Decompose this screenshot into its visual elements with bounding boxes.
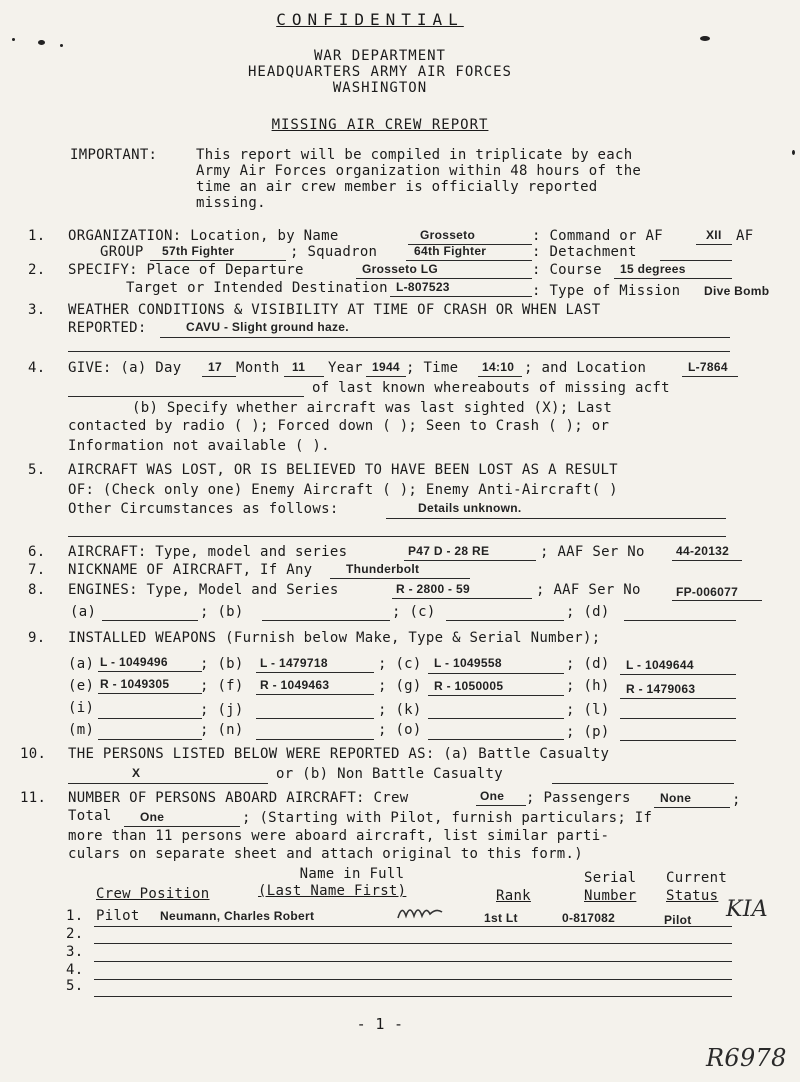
fill-line — [446, 620, 564, 621]
weapon-serial: R - 1049305 — [100, 677, 170, 691]
day-value: 17 — [208, 360, 222, 374]
squadron-label: ; Squadron — [290, 244, 378, 260]
location-value: L-7864 — [688, 360, 728, 374]
important-label: IMPORTANT: — [70, 147, 158, 163]
ink-speck — [700, 36, 710, 41]
fill-line — [476, 805, 526, 806]
item-number: 1. — [28, 228, 46, 244]
item-number: 7. — [28, 562, 46, 578]
course-value: 15 degrees — [620, 262, 686, 276]
fill-line — [68, 396, 304, 397]
column-header-name: (Last Name First) — [258, 883, 407, 899]
weapon-serial: R - 1050005 — [434, 679, 504, 693]
crew-name: Neumann, Charles Robert — [160, 909, 315, 923]
departure-value: Grosseto LG — [362, 262, 438, 276]
total-label: Total — [68, 808, 112, 824]
weapon-label: ; (c) — [378, 656, 422, 672]
engines-label: ENGINES: Type, Model and Series — [68, 582, 339, 598]
nickname-value: Thunderbolt — [346, 562, 420, 576]
mission-value: Dive Bomb — [704, 284, 770, 298]
city-line: WASHINGTON — [332, 80, 428, 96]
passengers-end: ; — [732, 792, 741, 808]
weapon-serial: L - 1049644 — [626, 658, 694, 672]
weapon-label: ; (d) — [566, 656, 610, 672]
fill-line — [620, 740, 736, 741]
item-number: 2. — [28, 262, 46, 278]
ink-speck — [12, 38, 15, 41]
crew-row-number: 3. — [66, 944, 84, 960]
fill-line — [124, 826, 240, 827]
time-label: ; Time — [406, 360, 459, 376]
department-line: WAR DEPARTMENT — [313, 48, 446, 64]
crew-count: One — [480, 789, 505, 803]
crew-status: Pilot — [664, 913, 692, 927]
weapon-label: ; (o) — [378, 722, 422, 738]
engines-value: R - 2800 - 59 — [396, 582, 470, 596]
weapon-serial: L - 1049558 — [434, 656, 502, 670]
fill-line — [366, 376, 406, 377]
whereabouts-label: of last known whereabouts of missing acft — [312, 380, 670, 396]
engine-sub-label: ; (d) — [566, 604, 610, 620]
classification-heading: CONFIDENTIAL — [276, 10, 464, 29]
weapon-label: ; (b) — [200, 656, 244, 672]
crew-position: Pilot — [96, 908, 140, 924]
weapon-label: ; (j) — [200, 702, 244, 718]
fill-line — [428, 739, 564, 740]
crew-row-number: 5. — [66, 978, 84, 994]
weapon-label: (m) — [68, 722, 95, 738]
fill-line — [256, 672, 374, 673]
starting-text: ; (Starting with Pilot, furnish particulars; If — [242, 810, 653, 826]
fill-line — [428, 673, 564, 674]
crew-row-number: 4. — [66, 962, 84, 978]
item-number: 11. — [20, 790, 47, 806]
weapon-label: ; (l) — [566, 702, 610, 718]
item-number: 6. — [28, 544, 46, 560]
mission-label: : Type of Mission — [532, 283, 681, 299]
weapon-serial: R - 1479063 — [626, 682, 696, 696]
year-value: 1944 — [372, 360, 400, 374]
weapon-label: ; (p) — [566, 724, 610, 740]
detachment-label: : Detachment — [532, 244, 637, 260]
ink-speck — [60, 44, 63, 47]
location-label: ; and Location — [524, 360, 647, 376]
fill-line — [68, 536, 726, 537]
fill-line — [202, 376, 236, 377]
crew-status-handwritten: KIA — [726, 897, 768, 922]
engine-sub-label: (a) — [70, 604, 97, 620]
battle-casualty-mark: X — [132, 766, 141, 780]
target-label: Target or Intended Destination — [126, 280, 388, 296]
weapon-label: (e) — [68, 678, 95, 694]
lost-details: Details unknown. — [418, 501, 522, 515]
weapons-label: INSTALLED WEAPONS (Furnish below Make, Type & Serial Number); — [68, 630, 601, 646]
weapon-label: ; (k) — [378, 702, 422, 718]
aaf-serial-value: 44-20132 — [676, 544, 730, 558]
engine-serial-value: FP-006077 — [676, 585, 739, 599]
weapon-label: (a) — [68, 656, 95, 672]
fill-line — [392, 598, 532, 599]
passengers-count: None — [660, 791, 692, 805]
target-value: L-807523 — [396, 280, 450, 294]
engine-sub-label: ; (c) — [392, 604, 436, 620]
aaf-serial-label: ; AAF Ser No — [540, 544, 645, 560]
fill-line — [552, 783, 734, 784]
weapon-serial: L - 1479718 — [260, 656, 328, 670]
signature-scribble — [396, 900, 444, 927]
weapon-serial: R - 1049463 — [260, 678, 330, 692]
fill-line — [68, 783, 268, 784]
column-header-serial: Serial — [584, 870, 637, 886]
fill-line — [682, 376, 738, 377]
fill-line — [654, 807, 730, 808]
form-title: MISSING AIR CREW REPORT — [271, 117, 489, 133]
fill-line — [428, 695, 564, 696]
fill-line — [68, 351, 730, 352]
item-number: 4. — [28, 360, 46, 376]
fill-line — [614, 278, 732, 279]
fill-line — [94, 996, 732, 997]
fill-line — [98, 671, 202, 672]
item-number: 8. — [28, 582, 46, 598]
fill-line — [262, 620, 390, 621]
casualty-label: THE PERSONS LISTED BELOW WERE REPORTED AS: (a) Battle Casualty — [68, 746, 610, 762]
total-count: One — [140, 810, 165, 824]
fill-line — [256, 739, 374, 740]
fill-line — [390, 296, 532, 297]
group-value: 57th Fighter — [162, 244, 235, 258]
fill-line — [94, 943, 732, 944]
fill-line — [428, 718, 564, 719]
headquarters-line: HEADQUARTERS ARMY AIR FORCES — [247, 64, 512, 80]
fill-line — [672, 600, 762, 601]
sighting-line: contacted by radio ( ); Forced down ( ); Seen to Crash ( ); or — [68, 418, 610, 434]
nickname-label: NICKNAME OF AIRCRAFT, If Any — [68, 562, 313, 578]
fill-line — [672, 560, 742, 561]
weapon-serial: L - 1049496 — [100, 655, 168, 669]
engine-sub-label: ; (b) — [200, 604, 244, 620]
important-text-line: time an air crew member is officially reported — [196, 179, 598, 195]
aircraft-value: P47 D - 28 RE — [408, 544, 490, 558]
departure-label: SPECIFY: Place of Departure — [68, 262, 304, 278]
give-label: GIVE: (a) Day — [68, 360, 182, 376]
command-label: : Command or AF — [532, 228, 663, 244]
fill-line — [102, 620, 198, 621]
squadron-value: 64th Fighter — [414, 244, 487, 258]
column-header-name: Name in Full — [299, 866, 405, 882]
item-number: 9. — [28, 630, 46, 646]
organization-label: ORGANIZATION: Location, by Name — [68, 228, 339, 244]
fill-line — [150, 260, 286, 261]
fill-line — [98, 718, 202, 719]
ink-speck — [792, 150, 795, 155]
fill-line — [256, 694, 374, 695]
engine-serial-label: ; AAF Ser No — [536, 582, 641, 598]
fill-line — [98, 693, 202, 694]
fill-line — [330, 578, 470, 579]
crew-rank: 1st Lt — [484, 911, 518, 925]
sighting-line: Information not available ( ). — [68, 438, 330, 454]
reference-number: R6978 — [706, 1044, 787, 1072]
page-number: - 1 - — [356, 1015, 404, 1033]
command-value: XII — [706, 228, 722, 242]
fill-line — [94, 961, 732, 962]
weapon-label: (i) — [68, 700, 95, 716]
fill-line — [620, 698, 736, 699]
course-label: : Course — [532, 262, 602, 278]
column-header-position: Crew Position — [96, 886, 210, 902]
time-value: 14:10 — [482, 360, 515, 374]
weapon-label: ; (n) — [200, 722, 244, 738]
reported-label: REPORTED: — [68, 320, 147, 336]
more-persons-text: more than 11 persons were aboard aircraft, list similar parti- — [68, 828, 610, 844]
aircraft-label: AIRCRAFT: Type, model and series — [68, 544, 348, 560]
weapon-label: ; (f) — [200, 678, 244, 694]
fill-line — [696, 244, 732, 245]
item-number: 3. — [28, 302, 46, 318]
important-text-line: Army Air Forces organization within 48 hours of the — [196, 163, 642, 179]
non-battle-label: or (b) Non Battle Casualty — [276, 766, 503, 782]
fill-line — [620, 718, 736, 719]
weapon-label: ; (g) — [378, 678, 422, 694]
lost-line: OF: (Check only one) Enemy Aircraft ( ); Enemy Anti-Aircraft( ) — [68, 482, 618, 498]
crew-row-number: 2. — [66, 926, 84, 942]
weather-value: CAVU - Slight ground haze. — [186, 320, 349, 334]
fill-line — [404, 560, 536, 561]
lost-line: Other Circumstances as follows: — [68, 501, 339, 517]
fill-line — [256, 718, 374, 719]
fill-line — [386, 518, 726, 519]
item-number: 10. — [20, 746, 47, 762]
command-suffix: AF — [736, 228, 754, 244]
column-header-rank: Rank — [496, 888, 531, 904]
fill-line — [620, 674, 736, 675]
fill-line — [94, 926, 732, 927]
crew-row-number: 1. — [66, 908, 84, 924]
important-text-line: missing. — [196, 195, 266, 211]
important-text-line: This report will be compiled in triplicate by each — [196, 147, 633, 163]
column-header-status: Status — [666, 888, 719, 904]
sighting-line: (b) Specify whether aircraft was last sighted (X); Last — [132, 400, 613, 416]
fill-line — [94, 979, 732, 980]
more-persons-text: culars on separate sheet and attach original to this form.) — [68, 846, 583, 862]
passengers-label: ; Passengers — [526, 790, 631, 806]
fill-line — [284, 376, 324, 377]
ink-speck — [38, 40, 45, 45]
item-number: 5. — [28, 462, 46, 478]
lost-line: AIRCRAFT WAS LOST, OR IS BELIEVED TO HAVE BEEN LOST AS A RESULT — [68, 462, 618, 478]
group-label: GROUP — [100, 244, 144, 260]
year-label: Year — [328, 360, 363, 376]
organization-location: Grosseto — [420, 228, 476, 242]
month-value: 11 — [292, 360, 306, 374]
crew-serial: 0-817082 — [562, 911, 616, 925]
weapon-label: ; (h) — [566, 678, 610, 694]
fill-line — [478, 376, 522, 377]
column-header-serial: Number — [584, 888, 637, 904]
column-header-status: Current — [666, 870, 728, 886]
aboard-label: NUMBER OF PERSONS ABOARD AIRCRAFT: Crew — [68, 790, 409, 806]
fill-line — [160, 337, 730, 338]
fill-line — [624, 620, 736, 621]
weather-label: WEATHER CONDITIONS & VISIBILITY AT TIME OF CRASH OR WHEN LAST — [68, 302, 601, 318]
month-label: Month — [236, 360, 280, 376]
fill-line — [98, 739, 202, 740]
